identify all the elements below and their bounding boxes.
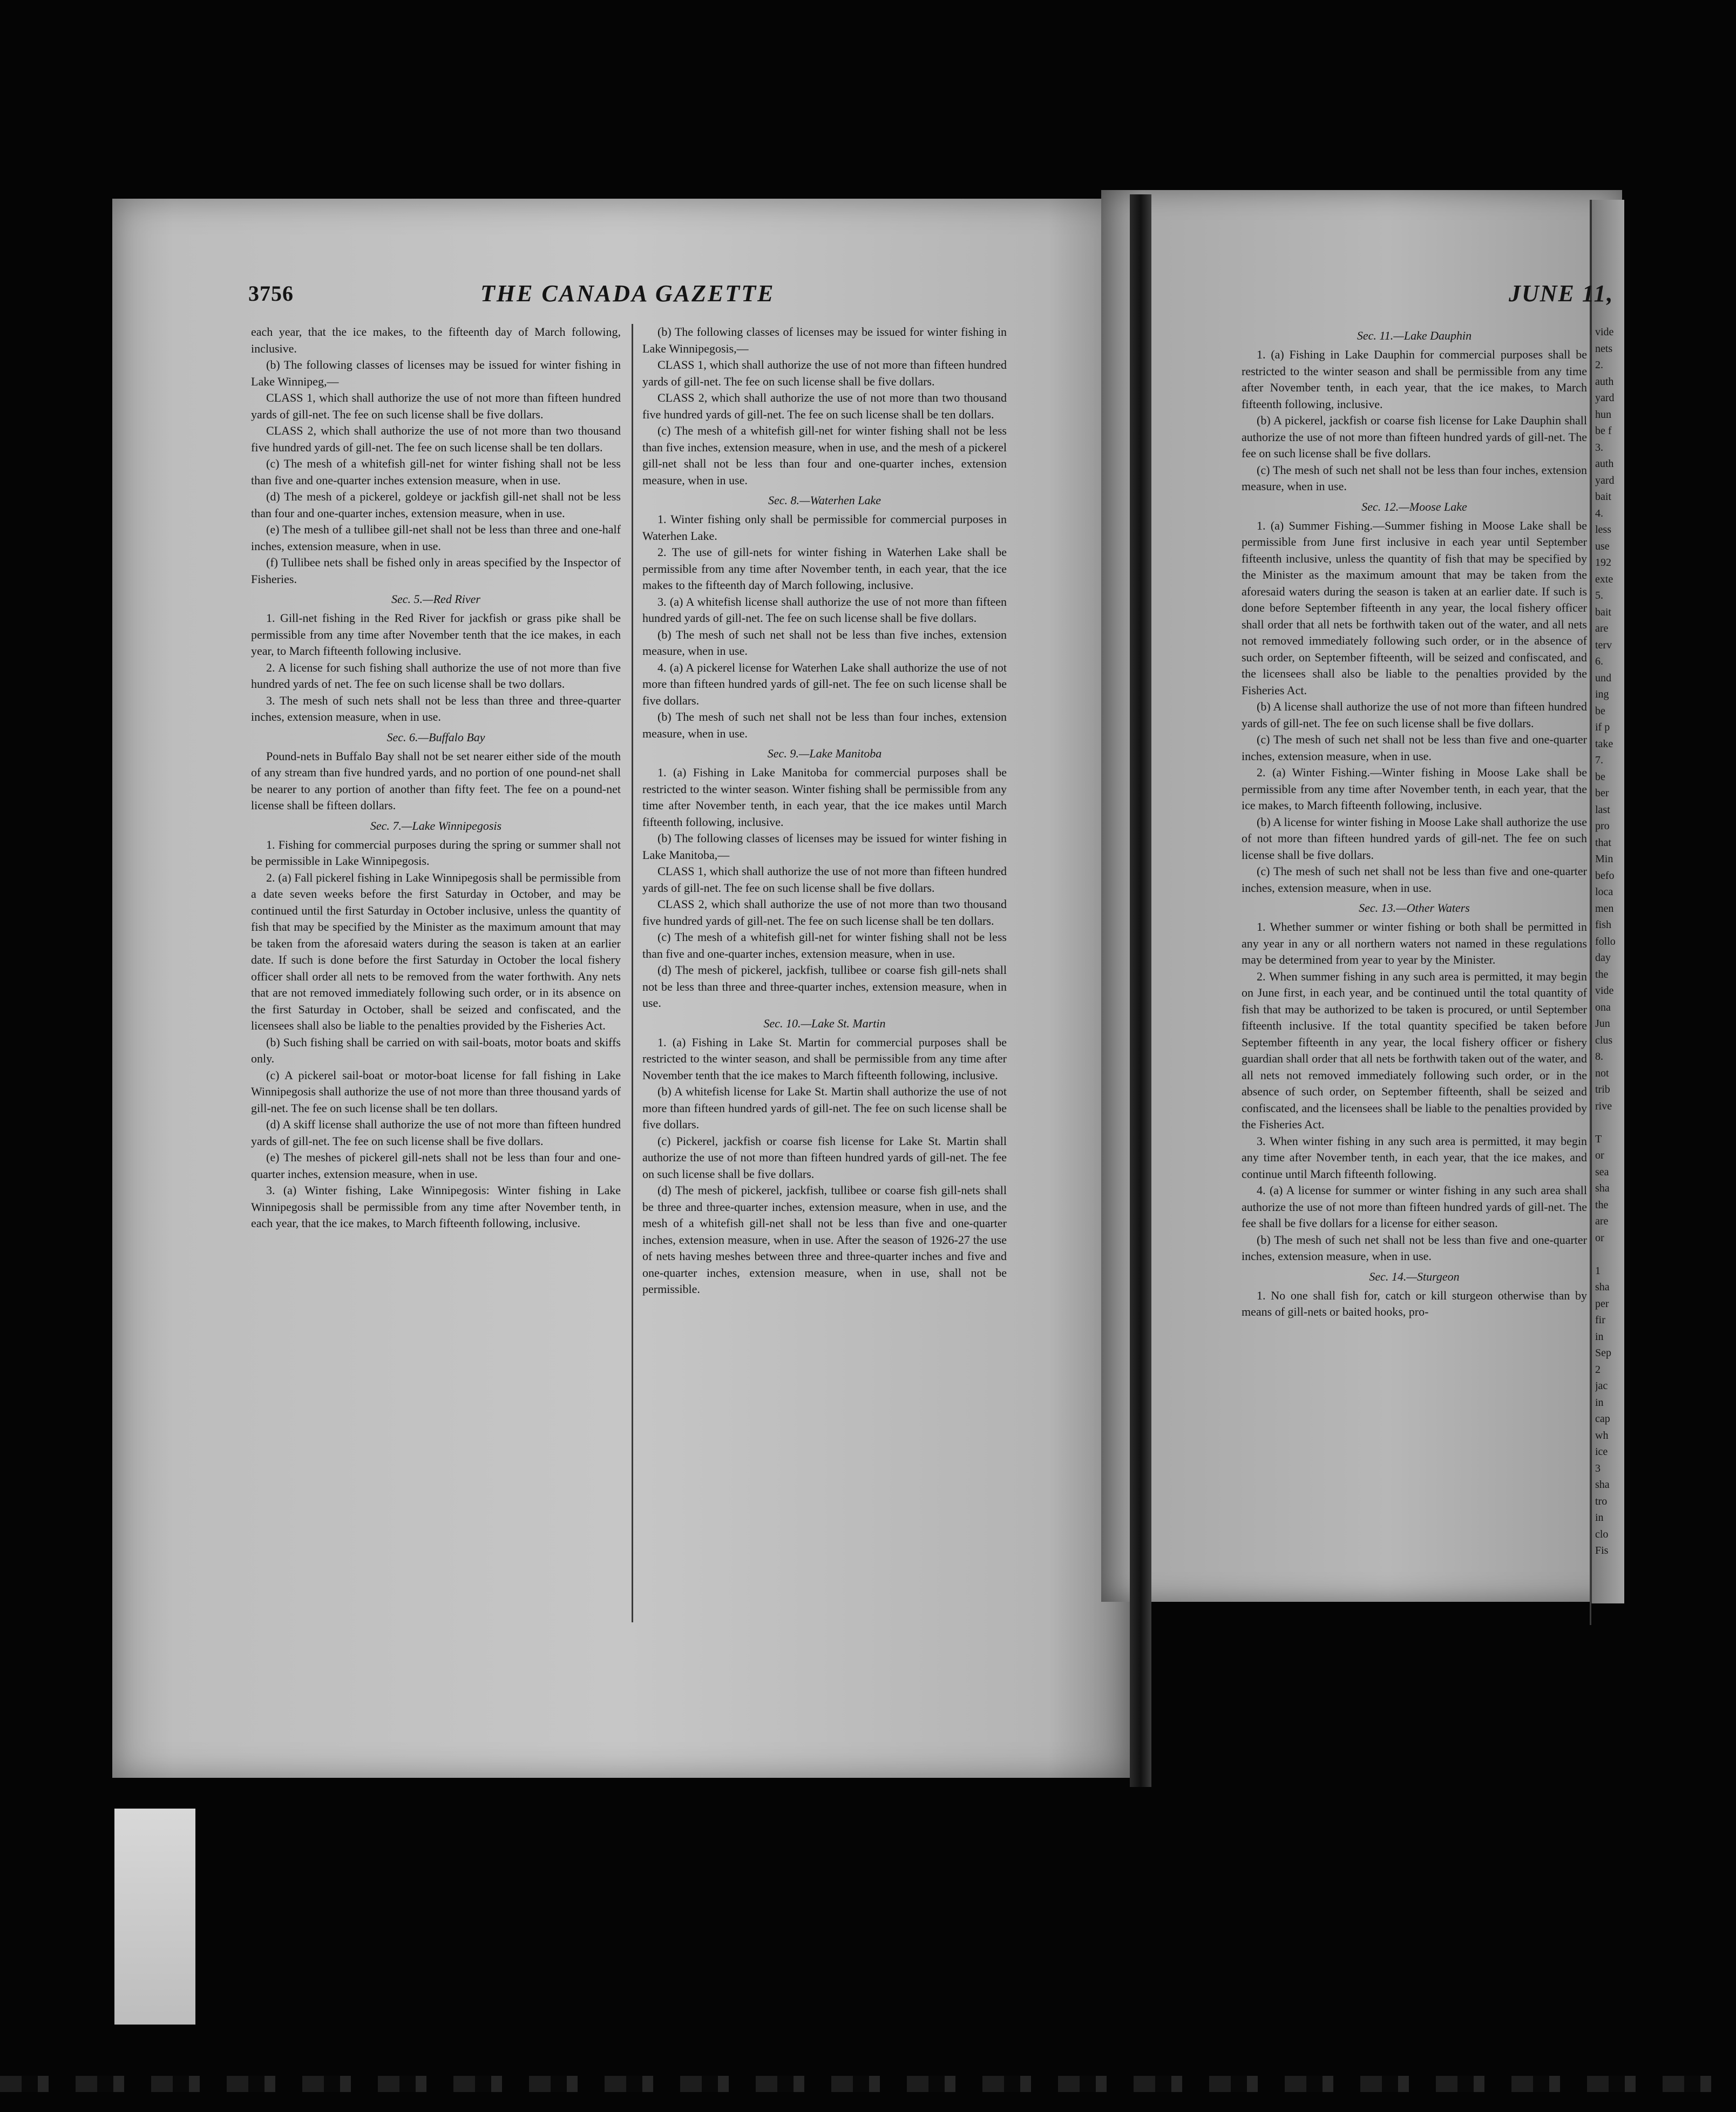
book-gutter	[1130, 194, 1151, 1787]
page-date: JUNE 11,	[1509, 280, 1614, 307]
fragment-line: 3	[1595, 1462, 1601, 1474]
paragraph: 2. (a) Winter Fishing.—Winter fishing in Moose Lake shall be permissible from any time after November tenth, in each year, that the ice makes, to March fifteenth following, inclusive.	[1242, 766, 1587, 812]
fragment-line: that	[1595, 836, 1611, 849]
text-column-3	[1242, 324, 1587, 1321]
fragment-line: in	[1595, 1396, 1604, 1409]
fragment-line: Jun	[1595, 1018, 1610, 1030]
paragraph: (b) A pickerel, jackfish or coarse fish license for Lake Dauphin shall authorize the use of not more than fifteen hundred yards of gill-net. The fee on such license shall be five dollars.	[1242, 414, 1587, 460]
fragment-line: per	[1595, 1297, 1609, 1310]
fragment-line: und	[1595, 672, 1611, 684]
paragraph: (b) The mesh of such net shall not be less than five inches, extension measure, when in use.	[642, 627, 1007, 658]
fragment-line: are	[1595, 1215, 1609, 1227]
section-heading: Sec. 13.—Other Waters	[1359, 901, 1470, 915]
fragment-line: be	[1595, 770, 1605, 783]
fragment-line: 192	[1595, 557, 1611, 568]
fragment-line: 8.	[1595, 1051, 1603, 1062]
fragment-line: Min	[1595, 853, 1613, 865]
paragraph: (c) The mesh of such net shall not be less than four inches, extension measure, when in use.	[1242, 463, 1587, 493]
fragment-line: yard	[1595, 392, 1615, 404]
fragment-line: loca	[1595, 886, 1613, 898]
paragraph: (e) The meshes of pickerel gill-nets shall not be less than four and one-quarter inches, extension measure, when in use.	[251, 1150, 621, 1181]
fragment-line: sha	[1595, 1479, 1610, 1491]
fragment-line: in	[1595, 1512, 1604, 1524]
paragraph: 1. (a) Summer Fishing.—Summer fishing in Moose Lake shall be permissible from June first inclusive in each year until September fifteenth inclusive, unless the quantity of fish that may be specified by the Minister as the maximum amount that may be taken from the aforesaid waters during the season is taken at an earlier date. If such is done before September fifteenth in any year, the local fishery officer shall order that all nets be forthwith taken out of the water, and all nets not removed immediately following such order, or in the absence of such order, on September fifteenth, will be seized and confiscated, and the licensees shall also be liable to the penalties provided by the Fisheries Act.	[1242, 518, 1587, 697]
paragraph: 1. No one shall fish for, catch or kill sturgeon otherwise than by means of gill-nets or baited hooks, pro-	[1242, 1288, 1587, 1318]
fragment-line: last	[1595, 803, 1610, 816]
fragment-line: or	[1595, 1231, 1604, 1244]
paragraph: (b) A whitefish license for Lake St. Martin shall authorize the use of not more than fifteen hundred yards of gill-net. The fee on such license shall be five dollars.	[642, 1085, 1007, 1131]
fragment-line: use	[1595, 540, 1610, 552]
paragraph: 2. (a) Fall pickerel fishing in Lake Winnipegosis shall be permissible from a date seven weeks before the first Saturday in October, and may be continued until the first Saturday in October inclusive, unless the quantity of fish that may be specified by the Minister as the maximum amount that may be taken from the aforesaid waters during the season is taken at an earlier date. If such is done before the first Saturday in October the local fishery officer shall order all nets to be removed from the water forthwith. Any nets that are not removed immediately following such order, or in its absence on the first Saturday in October, shall be seized and confiscated, and the licensees shall also be liable to the penalties provided by the Fisheries Act.	[251, 870, 621, 1032]
paragraph: (c) The mesh of such net shall not be less than five and one-quarter inches, extension measure, when in use.	[1242, 864, 1587, 895]
fragment-line: are	[1595, 622, 1609, 634]
section-heading: Sec. 14.—Sturgeon	[1369, 1269, 1460, 1283]
fragment-line: 1	[1595, 1264, 1601, 1277]
section-heading: Sec. 10.—Lake St. Martin	[763, 1016, 886, 1030]
paragraph: each year, that the ice makes, to the fifteenth day of March following, inclusive.	[251, 325, 621, 355]
column-divider	[632, 324, 633, 1622]
fragment-line: hun	[1595, 408, 1611, 421]
section-heading: Sec. 12.—Moose Lake	[1361, 499, 1467, 513]
fragment-line: sha	[1595, 1281, 1610, 1293]
paragraph: CLASS 1, which shall authorize the use of not more than fifteen hundred yards of gill-net. The fee on such license shall be five dollars.	[642, 864, 1007, 895]
fragment-line: if p	[1595, 721, 1610, 733]
fragment-line: ing	[1595, 688, 1609, 700]
section-heading: Sec. 7.—Lake Winnipegosis	[370, 818, 502, 832]
fragment-line: in	[1595, 1330, 1604, 1343]
fragment-line: 2.	[1595, 359, 1603, 371]
fragment-line: T	[1595, 1133, 1602, 1145]
fragment-line: befo	[1595, 869, 1615, 882]
fragment-line: ber	[1595, 787, 1609, 799]
paragraph: 1. (a) Fishing in Lake St. Martin for commercial purposes shall be restricted to the winter season, and shall be permissible from any time after November tenth that the ice makes to March fifteenth following, inclusive.	[642, 1035, 1007, 1082]
fragment-line: Fis	[1595, 1545, 1609, 1556]
paragraph: (b) The following classes of licenses may be issued for winter fishing in Lake Winnipeg,—	[251, 358, 621, 388]
fragment-line: pro	[1595, 820, 1610, 832]
fragment-line: exte	[1595, 573, 1613, 585]
fragment-line: day	[1595, 952, 1611, 964]
paragraph: (d) The mesh of pickerel, jackfish, tullibee or coarse fish gill-nets shall be three and three-quarter inches, extension measure, when in use, and the mesh of a whitefish gill-net shall not be less than five and one-quarter inches, extension measure, when in use. After the season of 1926-27 the use of nets having meshes between three and three-quarter inches and five and one-quarter inches, extension measure, when in use, shall not be permissible.	[642, 1183, 1007, 1296]
paragraph: 1. (a) Fishing in Lake Dauphin for commercial purposes shall be restricted to the winter season and shall be permissible from any time after November tenth, in each year, that the ice makes, to March fifteenth following, inclusive.	[1242, 348, 1587, 411]
paragraph: (d) A skiff license shall authorize the use of not more than fifteen hundred yards of gill-net. The fee on such license shall be five dollars.	[251, 1118, 621, 1148]
fragment-line: auth	[1595, 375, 1614, 388]
paper-slip	[114, 1809, 195, 2025]
text-column-1	[251, 324, 621, 1232]
paragraph: (e) The mesh of a tullibee gill-net shall not be less than three and one-half inches, extension measure, when in use.	[251, 523, 621, 553]
paragraph: 1. Fishing for commercial purposes during the spring or summer shall not be permissible in Lake Winnipegosis.	[251, 837, 621, 868]
fragment-line: men	[1595, 902, 1614, 915]
fragment-line: sha	[1595, 1182, 1610, 1194]
fragment-line: jac	[1595, 1380, 1608, 1392]
paragraph: 4. (a) A pickerel license for Waterhen Lake shall authorize the use of not more than fifteen hundred yards of gill-net. The fee on such license shall be five dollars.	[642, 660, 1007, 707]
fragment-line: the	[1595, 968, 1609, 980]
section-heading: Sec. 8.—Waterhen Lake	[768, 493, 881, 507]
fragment-line: trib	[1595, 1084, 1610, 1095]
fragment-line: take	[1595, 737, 1613, 750]
paragraph: (b) The following classes of licenses may be issued for winter fishing in Lake Winnipegosis,—	[642, 325, 1007, 355]
paragraph: 3. When winter fishing in any such area is permitted, it may begin any time after November tenth, in each year, that the ice makes, and continue until March fifteenth following.	[1242, 1134, 1587, 1181]
section-heading: Sec. 9.—Lake Manitoba	[767, 747, 882, 760]
paragraph: 2. The use of gill-nets for winter fishing in Waterhen Lake shall be permissible from any time after November tenth, in each year, that the ice makes to the fifteenth day of March following, inclusive.	[642, 545, 1007, 592]
paragraph: (d) The mesh of pickerel, jackfish, tullibee or coarse fish gill-nets shall not be less than three and three-quarter inches, extension measure, when in use.	[642, 963, 1007, 1010]
fragment-line: terv	[1595, 639, 1612, 651]
fragment-line: auth	[1595, 458, 1614, 470]
fragment-line: cap	[1595, 1413, 1610, 1425]
fragment-line: nets	[1595, 342, 1613, 355]
paragraph: (c) The mesh of such net shall not be less than five and one-quarter inches, extension measure, when in use.	[1242, 733, 1587, 763]
paragraph: 1. Winter fishing only shall be permissible for commercial purposes in Waterhen Lake.	[642, 512, 1007, 543]
paragraph: 4. (a) A license for summer or winter fishing in any such area shall authorize the use of not more than fifteen hundred yards of gill-net. The fee shall be five dollars for a license for either season.	[1242, 1183, 1587, 1230]
paragraph: 1. (a) Fishing in Lake Manitoba for commercial purposes shall be restricted to the winter season. Winter fishing shall be permissible from any time after November tenth, in each year, that the ice makes until March fifteenth following, inclusive.	[642, 766, 1007, 829]
film-scratch-strip	[0, 2076, 1736, 2092]
paragraph: (b) The mesh of such net shall not be less than four inches, extension measure, when in use.	[642, 710, 1007, 740]
paragraph: (b) Such fishing shall be carried on with sail-boats, motor boats and skiffs only.	[251, 1035, 621, 1065]
fragment-line: sea	[1595, 1166, 1609, 1178]
paragraph: Pound-nets in Buffalo Bay shall not be set nearer either side of the mouth of any stream than five hundred yards, and no portion of one pound-net shall be nearer to any portion of another than fifty feet. The fee on a pound-net license shall be fifteen dollars.	[251, 749, 621, 812]
fragment-line: vide	[1595, 985, 1614, 997]
fragment-line: tro	[1595, 1495, 1608, 1507]
paragraph: CLASS 2, which shall authorize the use of not more than two thousand five hundred yards of gill-net. The fee on such license shall be ten dollars.	[642, 391, 1007, 421]
fragment-line: wh	[1595, 1429, 1609, 1441]
paragraph: 2. A license for such fishing shall authorize the use of not more than five hundred yards of net. The fee on such license shall be two dollars.	[251, 660, 621, 691]
paragraph: 3. (a) Winter fishing, Lake Winnipegosis: Winter fishing in Lake Winnipegosis shall be permissible from any time after November tenth, in each year, that the ice makes, to March fifteenth following, inclusive.	[251, 1183, 621, 1230]
section-heading: Sec. 11.—Lake Dauphin	[1357, 329, 1472, 342]
section-heading: Sec. 5.—Red River	[391, 592, 480, 606]
fragment-line: or	[1595, 1149, 1604, 1161]
text-column-2	[642, 324, 1007, 1298]
fragment-line: bait	[1595, 606, 1611, 618]
fragment-line	[1595, 1246, 1628, 1263]
paragraph: (f) Tullibee nets shall be fished only in areas specified by the Inspector of Fisheries.	[251, 556, 621, 586]
page-title: THE CANADA GAZETTE	[480, 280, 775, 307]
fragment-line: vide	[1595, 326, 1614, 338]
column-divider-right	[1590, 335, 1591, 1625]
paragraph: (b) A license shall authorize the use of not more than fifteen hundred yards of gill-net. The fee on such license shall be five dollars.	[1242, 700, 1587, 730]
paragraph: (b) The mesh of such net shall not be less than five and one-quarter inches, extension measure, when in use.	[1242, 1233, 1587, 1263]
paragraph: (b) A license for winter fishing in Moose Lake shall authorize the use of not more than fifteen hundred yards of gill-net. The fee on such license shall be five dollars.	[1242, 815, 1587, 862]
fragment-line: be	[1595, 705, 1605, 717]
fragment-line: Sep	[1595, 1347, 1611, 1359]
fragment-line: clo	[1595, 1528, 1609, 1540]
paragraph: (c) The mesh of a whitefish gill-net for winter fishing shall not be less than five and one-quarter inches extension measure, when in use.	[251, 457, 621, 487]
fragment-line: follo	[1595, 935, 1616, 947]
paragraph: 1. Gill-net fishing in the Red River for jackfish or grass pike shall be permissible from any time after November tenth that the ice makes, in each year, to March fifteenth following inclusive.	[251, 611, 621, 658]
fragment-line: ice	[1595, 1446, 1608, 1458]
fragment-line: rive	[1595, 1100, 1612, 1112]
paragraph: (c) The mesh of a whitefish gill-net for winter fishing shall not be less than five and one-quarter inches, extension measure, when in use.	[642, 930, 1007, 960]
page-number: 3756	[248, 281, 294, 306]
fragment-line: fir	[1595, 1314, 1605, 1326]
paragraph: 3. The mesh of such nets shall not be less than three and three-quarter inches, extension measure, when in use.	[251, 693, 621, 723]
paragraph: CLASS 2, which shall authorize the use of not more than two thousand five hundred yards of gill-net. The fee on such license shall be ten dollars.	[642, 897, 1007, 928]
paragraph: (c) Pickerel, jackfish or coarse fish license for Lake St. Martin shall authorize the use of not more than fifteen hundred yards of gill-net. The fee on such license shall be five dollars.	[642, 1134, 1007, 1181]
cut-off-column-fragment	[1595, 324, 1628, 1559]
fragment-line: 2	[1595, 1363, 1601, 1376]
fragment-line: 6.	[1595, 655, 1603, 667]
paragraph: 2. When summer fishing in any such area is permitted, it may begin on June first, in each year, and be continued until the total quantity of fish that may be authorized to be taken is procured, or until September fifteenth inclusive. If the total quantity specified be taken before September fifteenth in any year, the local fishery officer or fishery guardian shall order that all nets be forthwith taken out of the water, and all nets not removed immediately following such order, or in the absence of such order, on September fifteenth, shall be seized and confiscated, and the licensees shall be liable to the penalties provided by the Fisheries Act.	[1242, 969, 1587, 1131]
fragment-line	[1595, 1114, 1628, 1131]
paragraph: (d) The mesh of a pickerel, goldeye or jackfish gill-net shall not be less than four and one-quarter inches, extension measure, when in use.	[251, 490, 621, 520]
paragraph: CLASS 1, which shall authorize the use of not more than fifteen hundred yards of gill-net. The fee on such license shall be five dollars.	[642, 358, 1007, 388]
fragment-line: ona	[1595, 1001, 1611, 1013]
fragment-line: not	[1595, 1067, 1609, 1079]
fragment-line: 7.	[1595, 754, 1603, 766]
paragraph: (c) A pickerel sail-boat or motor-boat license for fall fishing in Lake Winnipegosis shall authorize the use of not more than three thousand yards of gill-net. The fee on such license shall be ten dollars.	[251, 1068, 621, 1115]
paragraph: 1. Whether summer or winter fishing or both shall be permitted in any year in any or all northern waters not named in these regulations may be determined from year to year by the Minister.	[1242, 920, 1587, 966]
fragment-line: bait	[1595, 491, 1611, 503]
fragment-line: yard	[1595, 474, 1615, 486]
fragment-line: clus	[1595, 1034, 1613, 1046]
fragment-line: be f	[1595, 425, 1612, 437]
fragment-line: 3.	[1595, 441, 1603, 453]
fragment-line: less	[1595, 524, 1611, 536]
section-heading: Sec. 6.—Buffalo Bay	[386, 730, 485, 744]
paragraph: CLASS 1, which shall authorize the use of not more than fifteen hundred yards of gill-net. The fee on such license shall be five dollars.	[251, 391, 621, 421]
fragment-line: 4.	[1595, 507, 1603, 519]
paragraph: (c) The mesh of a whitefish gill-net for winter fishing shall not be less than five inches, extension measure, when in use, and the mesh of a pickerel gill-net shall not be less than four and one-quarter inches, extension measure, when in use.	[642, 424, 1007, 487]
fragment-line: fish	[1595, 919, 1611, 931]
paragraph: 3. (a) A whitefish license shall authorize the use of not more than fifteen hundred yards of gill-net. The fee on such license shall be five dollars.	[642, 594, 1007, 625]
fragment-line: the	[1595, 1199, 1609, 1211]
fragment-line: 5.	[1595, 590, 1603, 601]
paragraph: CLASS 2, which shall authorize the use of not more than two thousand five hundred yards of gill-net. The fee on such license shall be ten dollars.	[251, 424, 621, 454]
paragraph: (b) The following classes of licenses may be issued for winter fishing in Lake Manitoba,—	[642, 831, 1007, 862]
